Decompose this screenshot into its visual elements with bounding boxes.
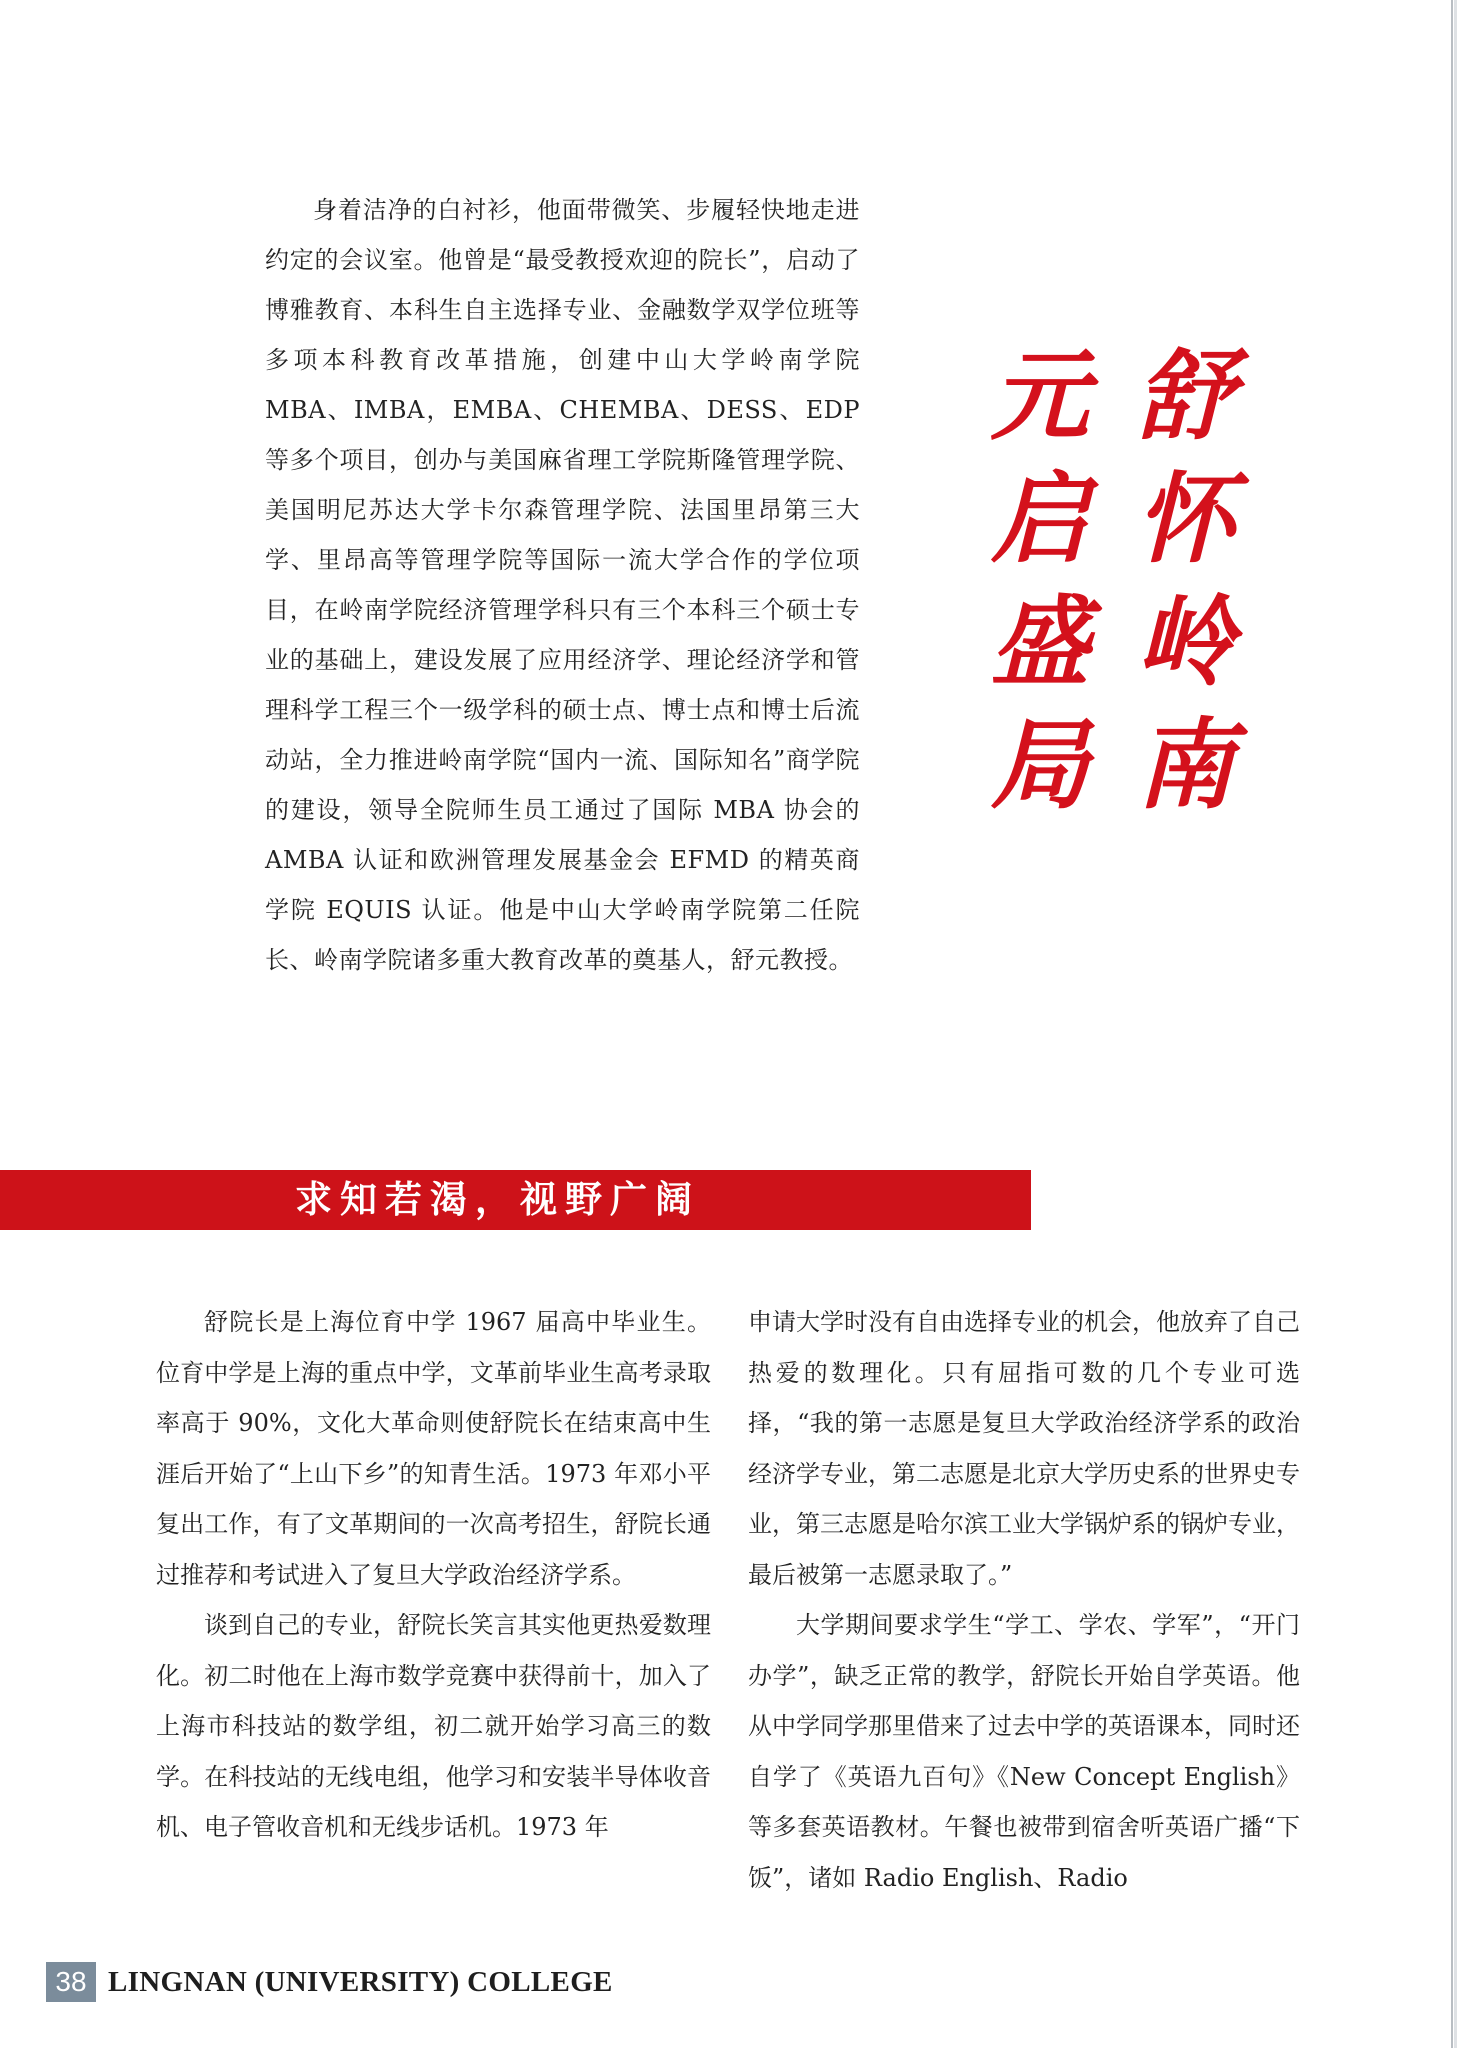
calligraphy-char: 怀 bbox=[1135, 462, 1234, 577]
intro-block bbox=[265, 185, 860, 985]
calligraphy-char: 南 bbox=[1135, 708, 1234, 823]
calligraphy-title-left-column bbox=[985, 335, 1095, 827]
calligraphy-title-right-column bbox=[1130, 335, 1240, 827]
page-footer bbox=[46, 1962, 613, 2002]
body-paragraph: 谈到自己的专业，舒院长笑言其实他更热爱数理化。初二时他在上海市数学竞赛中获得前十，加入了上海市科技站的数学组，初二就开始学习高三的数学。在科技站的无线电组，他学习和安装半导体收音机、电子管收音机和无线步话机。1973 年 bbox=[156, 1611, 711, 1841]
calligraphy-char: 局 bbox=[990, 708, 1089, 823]
calligraphy-char: 启 bbox=[990, 462, 1089, 577]
body-paragraph: 申请大学时没有自由选择专业的机会，他放弃了自己热爱的数理化。只有屈指可数的几个专业可选择，“我的第一志愿是复旦大学政治经济学系的政治经济学专业，第二志愿是北京大学历史系的世界史专业，第三志愿是哈尔滨工业大学锅炉系的锅炉专业，最后被第一志愿录取了。” bbox=[748, 1308, 1300, 1589]
intro-paragraph: 身着洁净的白衬衫，他面带微笑、步履轻快地走进约定的会议室。他曾是“最受教授欢迎的院长”，启动了博雅教育、本科生自主选择专业、金融数学双学位班等多项本科教育改革措施，创建中山大学岭南学院 MBA、IMBA，EMBA、CHEMBA、DESS、EDP 等多个项目，创办与美国麻省理工学院斯隆管理学院、美国明尼苏达大学卡尔森管理学院、法国里昂第三大学、里昂高等管理学院等国际一流大学合作的学位项目，在岭南学院经济管理学科只有三个本科三个硕士专业的基础上，建设发展了应用经济学、理论经济学和管理科学工程三个一级学科的硕士点、博士点和博士后流动站，全力推进岭南学院“国内一流、国际知名”商学院的建设，领导全院师生员工通过了国际 MBA 协会的 AMBA 认证和欧洲管理发展基金会 EFMD 的精英商学院 EQUIS 认证。他是中山大学岭南学院第二任院长、岭南学院诸多重大教育改革的奠基人，舒元教授。 bbox=[265, 196, 860, 974]
page-edge-line bbox=[1451, 0, 1453, 2048]
body-column-left bbox=[156, 1297, 711, 1853]
calligraphy-char: 舒 bbox=[1135, 339, 1234, 454]
body-paragraph: 大学期间要求学生“学工、学农、学军”，“开门办学”，缺乏正常的教学，舒院长开始自学英语。他从中学同学那里借来了过去中学的英语课本，同时还自学了《英语九百句》《New Concept English》等多套英语教材。午餐也被带到宿舍听英语广播“下饭”，诸如 Radio English、Radio bbox=[748, 1611, 1300, 1892]
calligraphy-char: 岭 bbox=[1135, 585, 1234, 700]
calligraphy-char: 盛 bbox=[990, 585, 1089, 700]
calligraphy-char: 元 bbox=[990, 339, 1089, 454]
section-heading: 求知若渴，视野广阔 bbox=[295, 1178, 700, 1221]
page-number: 38 bbox=[46, 1962, 96, 2002]
publication-title: LINGNAN (UNIVERSITY) COLLEGE bbox=[108, 1965, 613, 1998]
section-banner bbox=[0, 1170, 1031, 1230]
body-paragraph: 舒院长是上海位育中学 1967 届高中毕业生。位育中学是上海的重点中学，文革前毕业生高考录取率高于 90%，文化大革命则使舒院长在结束高中生涯后开始了“上山下乡”的知青生活。1973 年邓小平复出工作，有了文革期间的一次高考招生，舒院长通过推荐和考试进入了复旦大学政治经济学系。 bbox=[156, 1308, 711, 1589]
body-column-right bbox=[748, 1297, 1300, 1903]
